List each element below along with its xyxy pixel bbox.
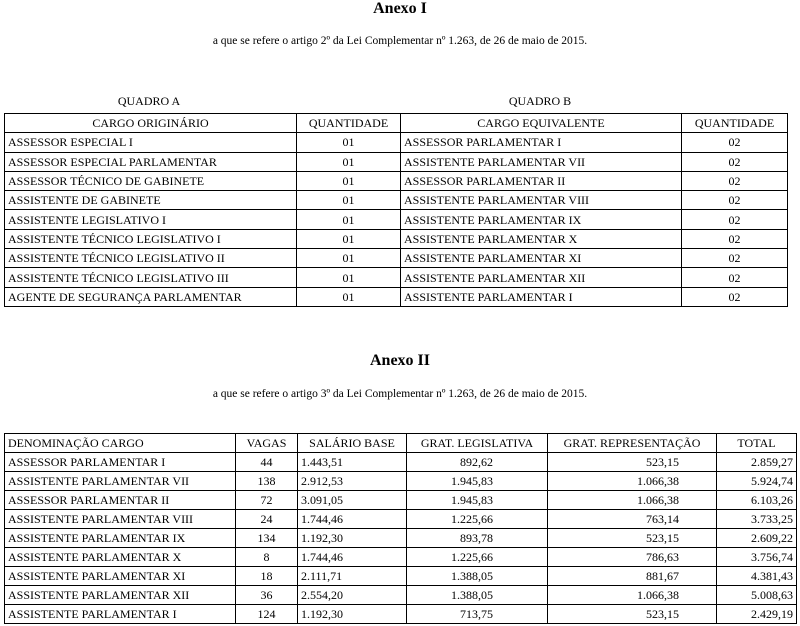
- quantidade-a-cell: 01: [297, 171, 401, 190]
- denominacao-cell: ASSISTENTE PARLAMENTAR X: [5, 548, 236, 567]
- anexo-2-subtitle: a que se refere o artigo 3º da Lei Complementar nº 1.263, de 26 de maio de 2015.: [212, 388, 588, 400]
- table-row: [5, 472, 797, 491]
- table-row: [5, 171, 788, 190]
- quadro-a-label: QUADRO A: [117, 94, 181, 108]
- table-row: [5, 287, 788, 306]
- table-row: [5, 152, 788, 171]
- cargo-originario-cell: ASSESSOR TÉCNICO DE GABINETE: [5, 171, 297, 190]
- salario-base-cell: 2.111,71: [298, 567, 407, 586]
- anexo-2-title: Anexo II: [369, 352, 430, 369]
- grat-legislativa-cell: 1.388,05: [407, 567, 548, 586]
- cargo-originario-cell: ASSISTENTE TÉCNICO LEGISLATIVO II: [5, 249, 297, 268]
- cargo-equivalente-cell: ASSESSOR PARLAMENTAR I: [401, 133, 682, 152]
- quantidade-b-cell: 02: [682, 268, 788, 287]
- grat-legislativa-cell: 893,78: [407, 529, 548, 548]
- anexo-1-title: Anexo I: [373, 0, 427, 17]
- total-cell: 3.756,74: [717, 548, 797, 567]
- anexo-1-table: [4, 113, 788, 307]
- cargo-originario-cell: AGENTE DE SEGURANÇA PARLAMENTAR: [5, 287, 297, 306]
- cargo-equivalente-cell: ASSESSOR PARLAMENTAR II: [401, 171, 682, 190]
- vagas-cell: 8: [236, 548, 298, 567]
- quadro-b-label: QUADRO B: [508, 94, 572, 108]
- table-row: [5, 453, 797, 472]
- cargo-equivalente-cell: ASSISTENTE PARLAMENTAR XI: [401, 249, 682, 268]
- col-header-cargo-equivalente: CARGO EQUIVALENTE: [401, 114, 682, 133]
- grat-legislativa-cell: 1.225,66: [407, 510, 548, 529]
- total-cell: 2.609,22: [717, 529, 797, 548]
- quantidade-b-cell: 02: [682, 210, 788, 229]
- cargo-originario-cell: ASSISTENTE TÉCNICO LEGISLATIVO III: [5, 268, 297, 287]
- table-row: [5, 191, 788, 210]
- total-cell: 4.381,43: [717, 567, 797, 586]
- quantidade-b-cell: 02: [682, 191, 788, 210]
- vagas-cell: 138: [236, 472, 298, 491]
- cargo-originario-cell: ASSESSOR ESPECIAL PARLAMENTAR: [5, 152, 297, 171]
- quantidade-a-cell: 01: [297, 229, 401, 248]
- col-header-grat-legislativa: GRAT. LEGISLATIVA: [407, 434, 548, 453]
- quantidade-a-cell: 01: [297, 152, 401, 171]
- grat-legislativa-cell: 892,62: [407, 453, 548, 472]
- salario-base-cell: 1.192,30: [298, 605, 407, 624]
- vagas-cell: 124: [236, 605, 298, 624]
- grat-legislativa-cell: 713,75: [407, 605, 548, 624]
- grat-representacao-cell: 523,15: [548, 605, 717, 624]
- quantidade-b-cell: 02: [682, 152, 788, 171]
- vagas-cell: 18: [236, 567, 298, 586]
- table-row: [5, 210, 788, 229]
- grat-legislativa-cell: 1.225,66: [407, 548, 548, 567]
- anexo-2-table-body: [5, 453, 797, 624]
- anexo-1-table-body: [5, 133, 788, 307]
- grat-representacao-cell: 1.066,38: [548, 586, 717, 605]
- quantidade-a-cell: 01: [297, 191, 401, 210]
- table-row: [5, 133, 788, 152]
- salario-base-cell: 2.554,20: [298, 586, 407, 605]
- denominacao-cell: ASSISTENTE PARLAMENTAR XII: [5, 586, 236, 605]
- table-row: [5, 268, 788, 287]
- cargo-equivalente-cell: ASSISTENTE PARLAMENTAR IX: [401, 210, 682, 229]
- table-row: [5, 229, 788, 248]
- grat-representacao-cell: 763,14: [548, 510, 717, 529]
- col-header-vagas: VAGAS: [236, 434, 298, 453]
- total-cell: 2.429,19: [717, 605, 797, 624]
- salario-base-cell: 3.091,05: [298, 491, 407, 510]
- denominacao-cell: ASSESSOR PARLAMENTAR II: [5, 491, 236, 510]
- denominacao-cell: ASSESSOR PARLAMENTAR I: [5, 453, 236, 472]
- table-row: [5, 586, 797, 605]
- grat-representacao-cell: 523,15: [548, 529, 717, 548]
- quantidade-a-cell: 01: [297, 268, 401, 287]
- salario-base-cell: 1.744,46: [298, 548, 407, 567]
- denominacao-cell: ASSISTENTE PARLAMENTAR IX: [5, 529, 236, 548]
- grat-legislativa-cell: 1.945,83: [407, 472, 548, 491]
- anexo-1-subtitle: a que se refere o artigo 2º da Lei Complementar nº 1.263, de 26 de maio de 2015.: [212, 35, 588, 47]
- table-row: [5, 491, 797, 510]
- table-header-row: [5, 434, 797, 453]
- total-cell: 5.924,74: [717, 472, 797, 491]
- anexo-2-table: [4, 433, 797, 624]
- col-header-grat-representacao: GRAT. REPRESENTAÇÃO: [548, 434, 717, 453]
- table-row: [5, 529, 797, 548]
- quantidade-b-cell: 02: [682, 229, 788, 248]
- table-header-row: [5, 114, 788, 133]
- vagas-cell: 134: [236, 529, 298, 548]
- denominacao-cell: ASSISTENTE PARLAMENTAR VIII: [5, 510, 236, 529]
- grat-legislativa-cell: 1.388,05: [407, 586, 548, 605]
- vagas-cell: 36: [236, 586, 298, 605]
- denominacao-cell: ASSISTENTE PARLAMENTAR I: [5, 605, 236, 624]
- total-cell: 6.103,26: [717, 491, 797, 510]
- denominacao-cell: ASSISTENTE PARLAMENTAR VII: [5, 472, 236, 491]
- vagas-cell: 24: [236, 510, 298, 529]
- quantidade-b-cell: 02: [682, 287, 788, 306]
- grat-legislativa-cell: 1.945,83: [407, 491, 548, 510]
- cargo-equivalente-cell: ASSISTENTE PARLAMENTAR XII: [401, 268, 682, 287]
- quantidade-b-cell: 02: [682, 249, 788, 268]
- total-cell: 2.859,27: [717, 453, 797, 472]
- grat-representacao-cell: 881,67: [548, 567, 717, 586]
- cargo-equivalente-cell: ASSISTENTE PARLAMENTAR X: [401, 229, 682, 248]
- table-row: [5, 605, 797, 624]
- col-header-quantidade-a: QUANTIDADE: [297, 114, 401, 133]
- col-header-denominacao: DENOMINAÇÃO CARGO: [5, 434, 236, 453]
- cargo-equivalente-cell: ASSISTENTE PARLAMENTAR VIII: [401, 191, 682, 210]
- denominacao-cell: ASSISTENTE PARLAMENTAR XI: [5, 567, 236, 586]
- cargo-equivalente-cell: ASSISTENTE PARLAMENTAR I: [401, 287, 682, 306]
- quantidade-a-cell: 01: [297, 249, 401, 268]
- total-cell: 3.733,25: [717, 510, 797, 529]
- quantidade-b-cell: 02: [682, 171, 788, 190]
- salario-base-cell: 1.744,46: [298, 510, 407, 529]
- table-row: [5, 510, 797, 529]
- grat-representacao-cell: 1.066,38: [548, 491, 717, 510]
- col-header-cargo-originario: CARGO ORIGINÁRIO: [5, 114, 297, 133]
- grat-representacao-cell: 1.066,38: [548, 472, 717, 491]
- quantidade-b-cell: 02: [682, 133, 788, 152]
- quantidade-a-cell: 01: [297, 133, 401, 152]
- table-row: [5, 567, 797, 586]
- table-row: [5, 548, 797, 567]
- grat-representacao-cell: 523,15: [548, 453, 717, 472]
- salario-base-cell: 1.192,30: [298, 529, 407, 548]
- col-header-salario-base: SALÁRIO BASE: [298, 434, 407, 453]
- cargo-originario-cell: ASSESSOR ESPECIAL I: [5, 133, 297, 152]
- salario-base-cell: 2.912,53: [298, 472, 407, 491]
- col-header-total: TOTAL: [717, 434, 797, 453]
- grat-representacao-cell: 786,63: [548, 548, 717, 567]
- quantidade-a-cell: 01: [297, 210, 401, 229]
- col-header-quantidade-b: QUANTIDADE: [682, 114, 788, 133]
- cargo-originario-cell: ASSISTENTE TÉCNICO LEGISLATIVO I: [5, 229, 297, 248]
- vagas-cell: 72: [236, 491, 298, 510]
- total-cell: 5.008,63: [717, 586, 797, 605]
- cargo-equivalente-cell: ASSISTENTE PARLAMENTAR VII: [401, 152, 682, 171]
- vagas-cell: 44: [236, 453, 298, 472]
- cargo-originario-cell: ASSISTENTE LEGISLATIVO I: [5, 210, 297, 229]
- quantidade-a-cell: 01: [297, 287, 401, 306]
- salario-base-cell: 1.443,51: [298, 453, 407, 472]
- cargo-originario-cell: ASSISTENTE DE GABINETE: [5, 191, 297, 210]
- table-row: [5, 249, 788, 268]
